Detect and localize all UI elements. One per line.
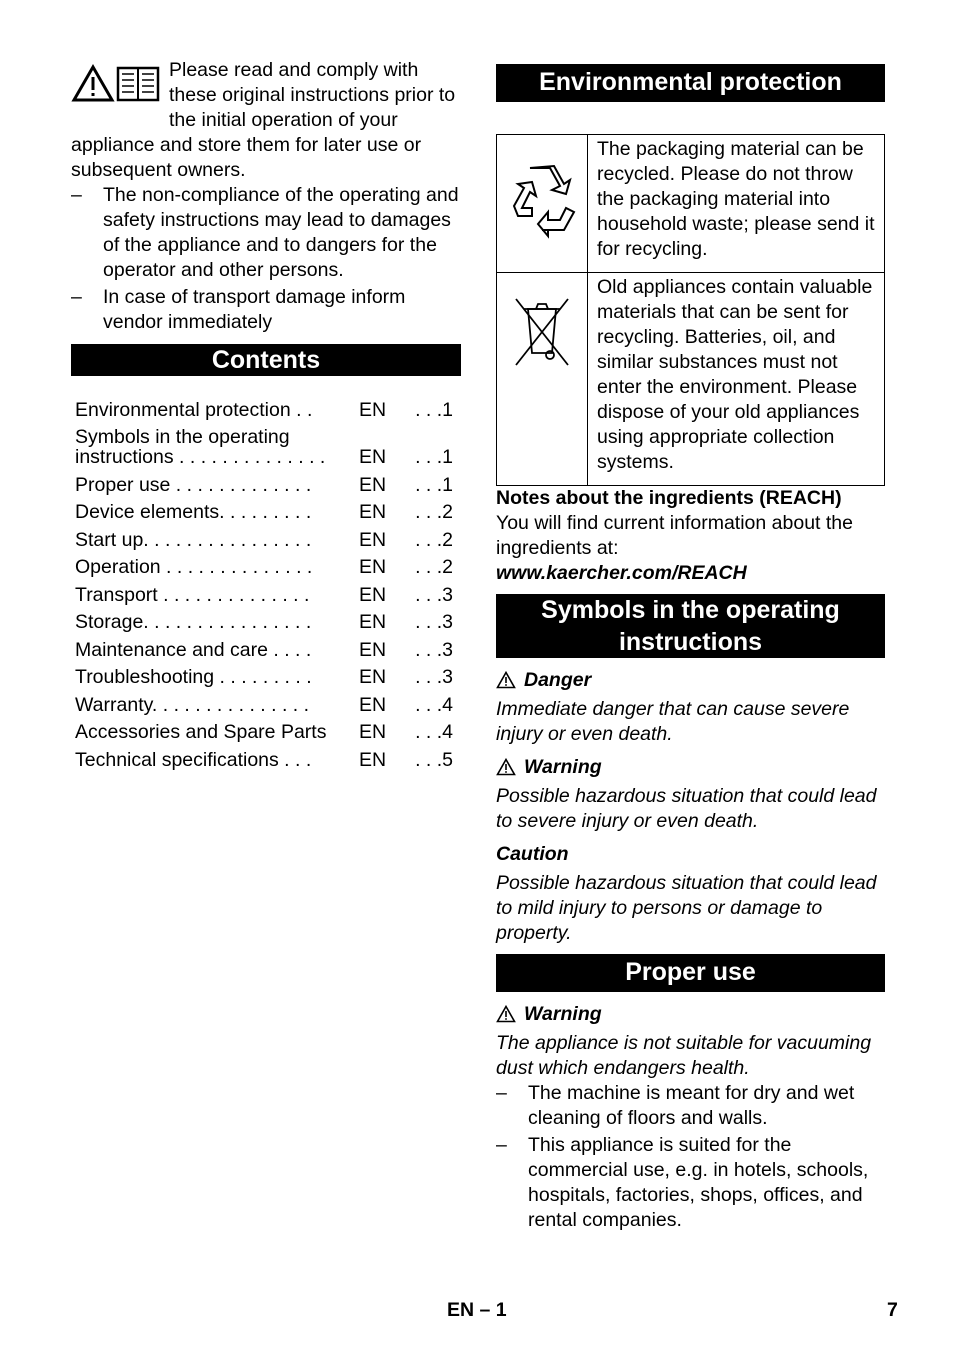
contents-entry-name: Technical specifications . . . — [75, 748, 312, 771]
contents-entry-lang: EN — [359, 398, 387, 421]
caution-label: Caution — [496, 843, 569, 865]
contents-entry-lang: EN — [359, 693, 387, 716]
recycle-icon — [504, 160, 580, 240]
crossed-bin-icon — [510, 295, 574, 369]
contents-entry[interactable] — [71, 467, 461, 495]
reach-text: You will find current information about the ingredients at: — [496, 512, 853, 559]
proper-use-warning-line — [496, 1002, 885, 1027]
footer-page-number: 7 — [887, 1299, 898, 1321]
contents-entry-page: . . .3 — [415, 611, 453, 633]
contents-entry-name: Warranty. . . . . . . . . . . . . . . — [75, 693, 310, 716]
contents-entry[interactable] — [71, 522, 461, 550]
contents-entry[interactable] — [71, 687, 461, 715]
contents-entry-lang: EN — [359, 556, 387, 578]
left-column — [71, 58, 461, 770]
contents-table — [71, 392, 461, 770]
contents-entry-lang: EN — [359, 611, 387, 633]
contents-entry-name: Symbols in the operating instructions . . . . . . . . . . . . . . — [75, 426, 326, 468]
contents-entry-page: . . .2 — [415, 556, 453, 578]
warning-triangle-icon — [496, 1005, 516, 1023]
contents-entry[interactable] — [71, 715, 461, 743]
contents-entry-name: Device elements. . . . . . . . . — [75, 501, 312, 523]
env-row-recycling — [497, 135, 885, 273]
contents-entry-page: . . .3 — [415, 638, 453, 661]
danger-text: Immediate danger that can cause severe injury or even death. — [496, 698, 850, 745]
contents-entry-lang: EN — [359, 721, 387, 743]
contents-entry[interactable] — [71, 577, 461, 605]
contents-entry-page: . . .1 — [415, 473, 453, 496]
proper-use-heading: Proper use — [496, 954, 885, 992]
proper-use-item-1: – The machine is meant for dry and wet cleaning of floors and walls. — [496, 1081, 885, 1131]
contents-entry-lang: EN — [359, 473, 387, 496]
contents-entry[interactable] — [71, 495, 461, 523]
recycle-icon-cell — [497, 135, 588, 273]
contents-entry-lang: EN — [359, 501, 387, 523]
contents-entry-lang: EN — [359, 666, 387, 688]
intro-item-2: – In case of transport damage inform vendor immediately — [71, 285, 461, 335]
danger-label-line — [496, 668, 885, 693]
contents-entry-name: Troubleshooting . . . . . . . . . — [75, 666, 312, 688]
contents-entry-name: Proper use . . . . . . . . . . . . . — [75, 473, 312, 496]
contents-entry-lang: EN — [359, 748, 387, 771]
contents-entry[interactable] — [71, 742, 461, 770]
contents-entry-name: Accessories and Spare Parts — [75, 721, 327, 743]
contents-entry-page: . . .4 — [415, 721, 453, 743]
proper-use-warning-label: Warning — [524, 1003, 602, 1025]
env-text-old-appliances: Old appliances contain valuable materials that can be sent for recycling. Batteries, oil, and similar substances must not enter the environment. Please dispose of your old appliances using appropriate collection systems. — [588, 273, 885, 486]
contents-entry-lang: EN — [359, 528, 387, 551]
reach-heading: Notes about the ingredients (REACH) — [496, 487, 842, 509]
intro-icons — [71, 64, 165, 112]
contents-entry-page: . . .1 — [415, 446, 453, 468]
contents-entry-name: Maintenance and care . . . . — [75, 638, 312, 661]
contents-entry-lang: EN — [359, 638, 387, 661]
contents-heading: Contents — [71, 344, 461, 376]
contents-entry[interactable] — [71, 420, 461, 468]
env-text-recycling: The packaging material can be recycled. Please do not throw the packaging material into household waste; please send it for recycling. — [588, 135, 885, 273]
warning-triangle-icon — [496, 758, 516, 776]
contents-entry-page: . . .1 — [415, 398, 453, 421]
crossed-bin-icon-cell — [497, 273, 588, 486]
environmental-table — [496, 134, 885, 486]
contents-entry[interactable] — [71, 660, 461, 688]
contents-entry-page: . . .3 — [415, 583, 453, 606]
manual-book-icon — [118, 68, 158, 100]
contents-entry-name: Start up. . . . . . . . . . . . . . . . — [75, 528, 312, 551]
contents-entry-name: Transport . . . . . . . . . . . . . . — [75, 583, 310, 606]
reach-link[interactable]: www.kaercher.com/REACH — [496, 562, 747, 584]
contents-entry-lang: EN — [359, 583, 387, 606]
contents-entry-lang: EN — [359, 446, 387, 468]
contents-entry[interactable] — [71, 392, 461, 420]
env-row-old-appliances — [497, 273, 885, 486]
contents-entry-name: Operation . . . . . . . . . . . . . . — [75, 556, 313, 578]
right-column — [496, 64, 885, 1233]
warning-label-line — [496, 755, 885, 780]
contents-entry-page: . . .4 — [415, 693, 453, 716]
proper-use-warning-text: The appliance is not suitable for vacuuming dust which endangers health. — [496, 1032, 872, 1079]
intro-text: Please read and comply with these original instructions prior to the initial operation of your appliance and store them for later use or subsequent owners. — [71, 59, 456, 181]
warning-label: Warning — [524, 756, 602, 778]
warning-triangle-icon — [496, 671, 516, 689]
warning-text: Possible hazardous situation that could lead to severe injury or even death. — [496, 785, 877, 832]
contents-entry-name: Environmental protection . . — [75, 398, 313, 421]
footer-lang-page: EN – 1 — [447, 1299, 507, 1321]
symbols-heading: Symbols in the operating instructions — [496, 594, 885, 658]
contents-entry[interactable] — [71, 605, 461, 633]
contents-entry[interactable] — [71, 550, 461, 578]
danger-label: Danger — [524, 669, 592, 691]
contents-entry-name: Storage. . . . . . . . . . . . . . . . — [75, 611, 312, 633]
intro-item-1: – The non-compliance of the operating and safety instructions may lead to damages of the appliance and to dangers for the operator and other persons. — [71, 183, 461, 283]
contents-entry-page: . . .5 — [415, 748, 453, 771]
contents-entry[interactable] — [71, 632, 461, 660]
contents-entry-page: . . .2 — [415, 501, 453, 523]
environmental-heading: Environmental protection — [496, 64, 885, 102]
contents-entry-page: . . .2 — [415, 528, 453, 551]
caution-text: Possible hazardous situation that could lead to mild injury to persons or damage to property. — [496, 872, 877, 944]
warning-triangle-icon — [71, 64, 165, 104]
contents-entry-page: . . .3 — [415, 666, 453, 688]
proper-use-item-2: – This appliance is suited for the commercial use, e.g. in hotels, schools, hospitals, factories, shops, offices, and rental companies. — [496, 1133, 885, 1233]
